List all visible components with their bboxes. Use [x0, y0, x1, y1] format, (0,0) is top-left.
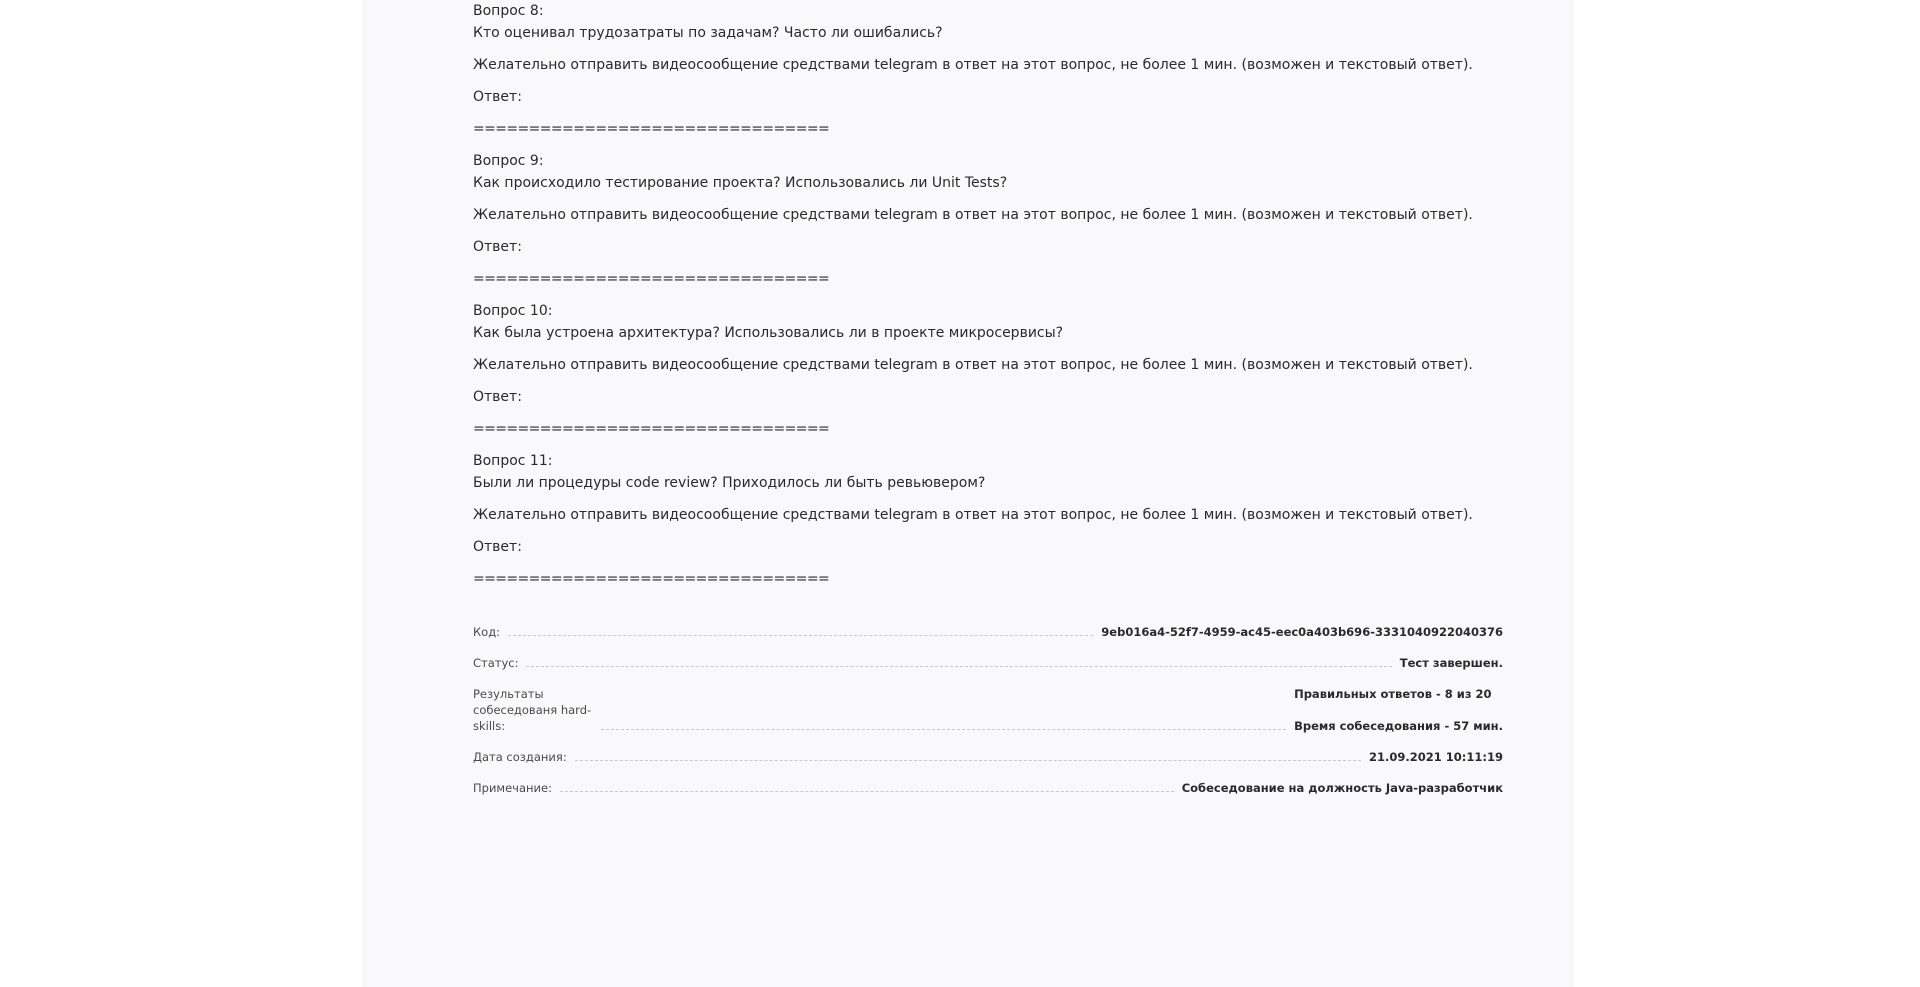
status-value: Тест завершен. [1399, 656, 1503, 670]
separator-line: ================================ [473, 121, 830, 137]
correct-answers-value: Правильных ответов - 8 из 20 [1294, 687, 1492, 701]
meta-label: Примечание: [473, 781, 552, 795]
question-instruction: Желательно отправить видеосообщение средствами telegram в ответ на этот вопрос, не более 1 мин. (возможен и текстовый ответ). [473, 357, 1473, 373]
meta-row-status [473, 655, 1503, 671]
answer-label: Ответ: [473, 539, 522, 555]
meta-label: Статус: [473, 656, 519, 670]
answer-label: Ответ: [473, 239, 522, 255]
question-text: Были ли процедуры code review? Приходилось ли быть ревьювером? [473, 475, 986, 491]
dotted-leader [560, 790, 1174, 792]
created-date-value: 21.09.2021 10:11:19 [1369, 750, 1503, 764]
question-heading: Вопрос 9: [473, 153, 544, 169]
question-instruction: Желательно отправить видеосообщение средствами telegram в ответ на этот вопрос, не более 1 мин. (возможен и текстовый ответ). [473, 57, 1473, 73]
answer-label: Ответ: [473, 89, 522, 105]
dotted-leader [601, 728, 1286, 730]
meta-row-created [473, 749, 1503, 765]
question-heading: Вопрос 10: [473, 303, 553, 319]
separator-line: ================================ [473, 271, 830, 287]
interview-time-value: Время собеседования - 57 мин. [1294, 719, 1503, 733]
document-page [362, 0, 1574, 987]
meta-row-code [473, 624, 1503, 640]
separator-line: ================================ [473, 421, 830, 437]
answer-label: Ответ: [473, 389, 522, 405]
note-value: Собеседование на должность Java-разработчик [1181, 781, 1503, 795]
meta-label: Код: [473, 625, 501, 639]
test-code-value: 9eb016a4-52f7-4959-ac45-eec0a403b696-3331040922040376 [1101, 625, 1503, 639]
question-text: Как происходило тестирование проекта? Использовались ли Unit Tests? [473, 175, 1008, 191]
dotted-leader [575, 759, 1361, 761]
dotted-leader [526, 665, 1391, 667]
results-values [1294, 686, 1503, 734]
question-instruction: Желательно отправить видеосообщение средствами telegram в ответ на этот вопрос, не более 1 мин. (возможен и текстовый ответ). [473, 507, 1473, 523]
meta-label: Результаты собеседованя hard-skills: [473, 687, 592, 733]
meta-label: Дата создания: [473, 750, 567, 764]
question-heading: Вопрос 11: [473, 453, 553, 469]
separator-line: ================================ [473, 571, 830, 587]
question-block-9 [473, 150, 1503, 290]
question-block-8 [473, 0, 1503, 140]
question-instruction: Желательно отправить видеосообщение средствами telegram в ответ на этот вопрос, не более 1 мин. (возможен и текстовый ответ). [473, 207, 1473, 223]
question-text: Как была устроена архитектура? Использовались ли в проекте микросервисы? [473, 325, 1064, 341]
question-block-10 [473, 300, 1503, 440]
question-block-11 [473, 450, 1503, 590]
dotted-leader [508, 634, 1093, 636]
question-text: Кто оценивал трудозатраты по задачам? Часто ли ошибались? [473, 25, 943, 41]
question-heading: Вопрос 8: [473, 3, 544, 19]
meta-row-note [473, 780, 1503, 796]
meta-row-results [473, 686, 1503, 734]
questions-list [473, 0, 1503, 590]
test-metadata [473, 624, 1503, 811]
